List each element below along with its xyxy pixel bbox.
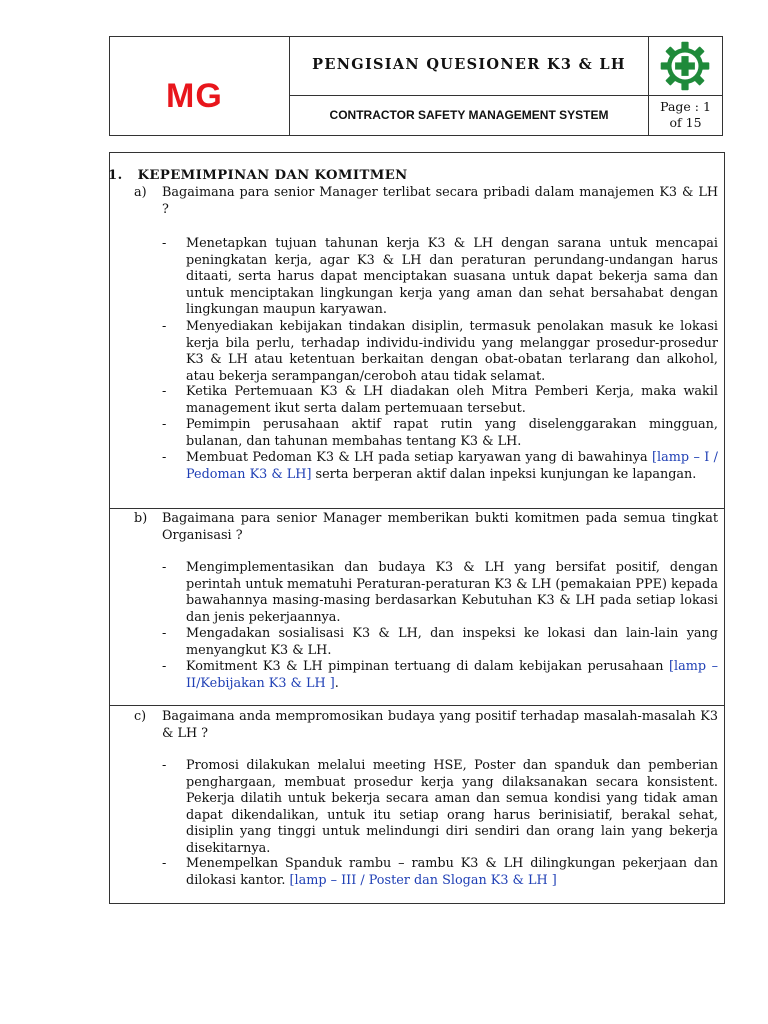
- k3-logo-cell: [649, 37, 722, 96]
- answer-text: .: [334, 675, 339, 691]
- document-header: [109, 36, 723, 136]
- questionnaire-body: [109, 152, 725, 904]
- row-divider: [110, 508, 724, 509]
- attachment-reference: [lamp – I / Pedoman K3 & LH]: [186, 450, 718, 482]
- bullet-dash: -: [162, 450, 167, 465]
- bullet-dash: -: [162, 319, 167, 334]
- bullet-dash: -: [162, 384, 167, 399]
- bullet-dash: -: [162, 659, 167, 674]
- answer-text: Komitment K3 & LH pimpinan tertuang di dalam kebijakan perusahaan: [186, 659, 670, 674]
- bullet-dash: -: [162, 417, 167, 432]
- answer-c-1: Promosi dilakukan melalui meeting HSE, Poster dan spanduk dan pemberian penghargaan, membuat prosedur kerja yang dilaksanakan secara konsistent. Pekerja dilatih untuk bekerja secara aman dan semua kondisi yang tidak aman dapat dikendalikan, untuk itu setiap orang harus berinisiatif, berakal sehat, disiplin yang tinggi untuk melindungi diri sendiri dan orang lain yang bekerja disekitarnya.: [186, 758, 718, 856]
- answer-a-1: Menetapkan tujuan tahunan kerja K3 & LH dengan sarana untuk mencapai peningkatan kerja, agar K3 & LH dan peraturan perundang-undangan harus ditaati, serta harus dapat menciptakan suasana untuk dapat bekerja sama dan untuk menciptakan lingkungan kerja yang aman dan sehat bersahabat dengan lingkungan maupun karyawan.: [186, 236, 718, 317]
- question-a: Bagaimana para senior Manager terlibat secara pribadi dalam manajemen K3 & LH ?: [162, 185, 718, 217]
- page-total: of 15: [669, 115, 702, 130]
- answer-a-2: Menyediakan kebijakan tindakan disiplin, termasuk penolakan masuk ke lokasi kerja bila perlu, terhadap individu-individu yang melanggar prosedur-prosedur K3 & LH atau ketentuan berkaitan dengan obat-obatan terlarang dan alkohol, atau bekerja serampangan/ceroboh atau tidak selamat.: [186, 319, 718, 384]
- answer-a-5: [186, 450, 718, 483]
- k3-safety-gear-cross-icon: [655, 39, 715, 93]
- bullet-dash: -: [162, 626, 167, 641]
- question-c: Bagaimana anda mempromosikan budaya yang positif terhadap masalah-masalah K3 & LH ?: [162, 709, 718, 741]
- bullet-dash: -: [162, 560, 167, 575]
- page-indicator: [649, 96, 722, 135]
- section-number: 1.: [108, 168, 123, 183]
- answer-text: Menempelkan Spanduk rambu – rambu K3 & LH dilingkungan pekerjaan dan dilokasi kantor.: [186, 856, 718, 888]
- answer-c-2: [186, 856, 718, 889]
- subtitle-cell: [290, 96, 649, 135]
- answer-b-2: Mengadakan sosialisasi K3 & LH, dan inspeksi ke lokasi dan lain-lain yang menyangkut K3 & LH.: [186, 626, 718, 658]
- answer-text: serta berperan aktif dalan inpeksi kunjungan ke lapangan.: [311, 466, 697, 482]
- logo-cell: [110, 37, 290, 135]
- row-divider: [110, 705, 724, 706]
- bullet-dash: -: [162, 856, 167, 871]
- answer-text: Membuat Pedoman K3 & LH pada setiap karyawan yang di bawahinya: [186, 450, 653, 465]
- attachment-reference: [lamp – II/Kebijakan K3 & LH ]: [186, 659, 718, 691]
- company-logo: MG: [166, 77, 223, 115]
- question-label-b: b): [134, 511, 148, 526]
- page-number: Page : 1: [660, 99, 711, 114]
- question-label-a: a): [134, 185, 147, 200]
- section-title: KEPEMIMPINAN DAN KOMITMEN: [137, 168, 408, 183]
- question-label-c: c): [134, 709, 147, 724]
- bullet-dash: -: [162, 236, 167, 251]
- bullet-dash: -: [162, 758, 167, 773]
- document-title: PENGISIAN QUESIONER K3 & LH: [312, 56, 626, 73]
- answer-a-3: Ketika Pertemuaan K3 & LH diadakan oleh Mitra Pemberi Kerja, maka wakil management ikut serta dalam pertemuaan tersebut.: [186, 384, 718, 416]
- answer-b-3: [186, 659, 718, 692]
- answer-a-4: Pemimpin perusahaan aktif rapat rutin yang diselenggarakan mingguan, bulanan, dan tahunan membahas tentang K3 & LH.: [186, 417, 718, 449]
- document-subtitle: CONTRACTOR SAFETY MANAGEMENT SYSTEM: [329, 108, 609, 122]
- answer-b-1: Mengimplementasikan dan budaya K3 & LH yang bersifat positif, dengan perintah untuk mematuhi Peraturan-peraturan K3 & LH (pemakaian PPE) kepada bawahannya masing-masing berdasarkan Kebutuhan K3 & LH pada setiap lokasi dan jenis pekerjaannya.: [186, 560, 718, 625]
- section-heading: [108, 168, 408, 183]
- question-b: Bagaimana para senior Manager memberikan bukti komitmen pada semua tingkat Organisasi ?: [162, 511, 718, 543]
- title-cell: [290, 37, 649, 96]
- attachment-reference: [lamp – III / Poster dan Slogan K3 & LH ]: [289, 872, 557, 888]
